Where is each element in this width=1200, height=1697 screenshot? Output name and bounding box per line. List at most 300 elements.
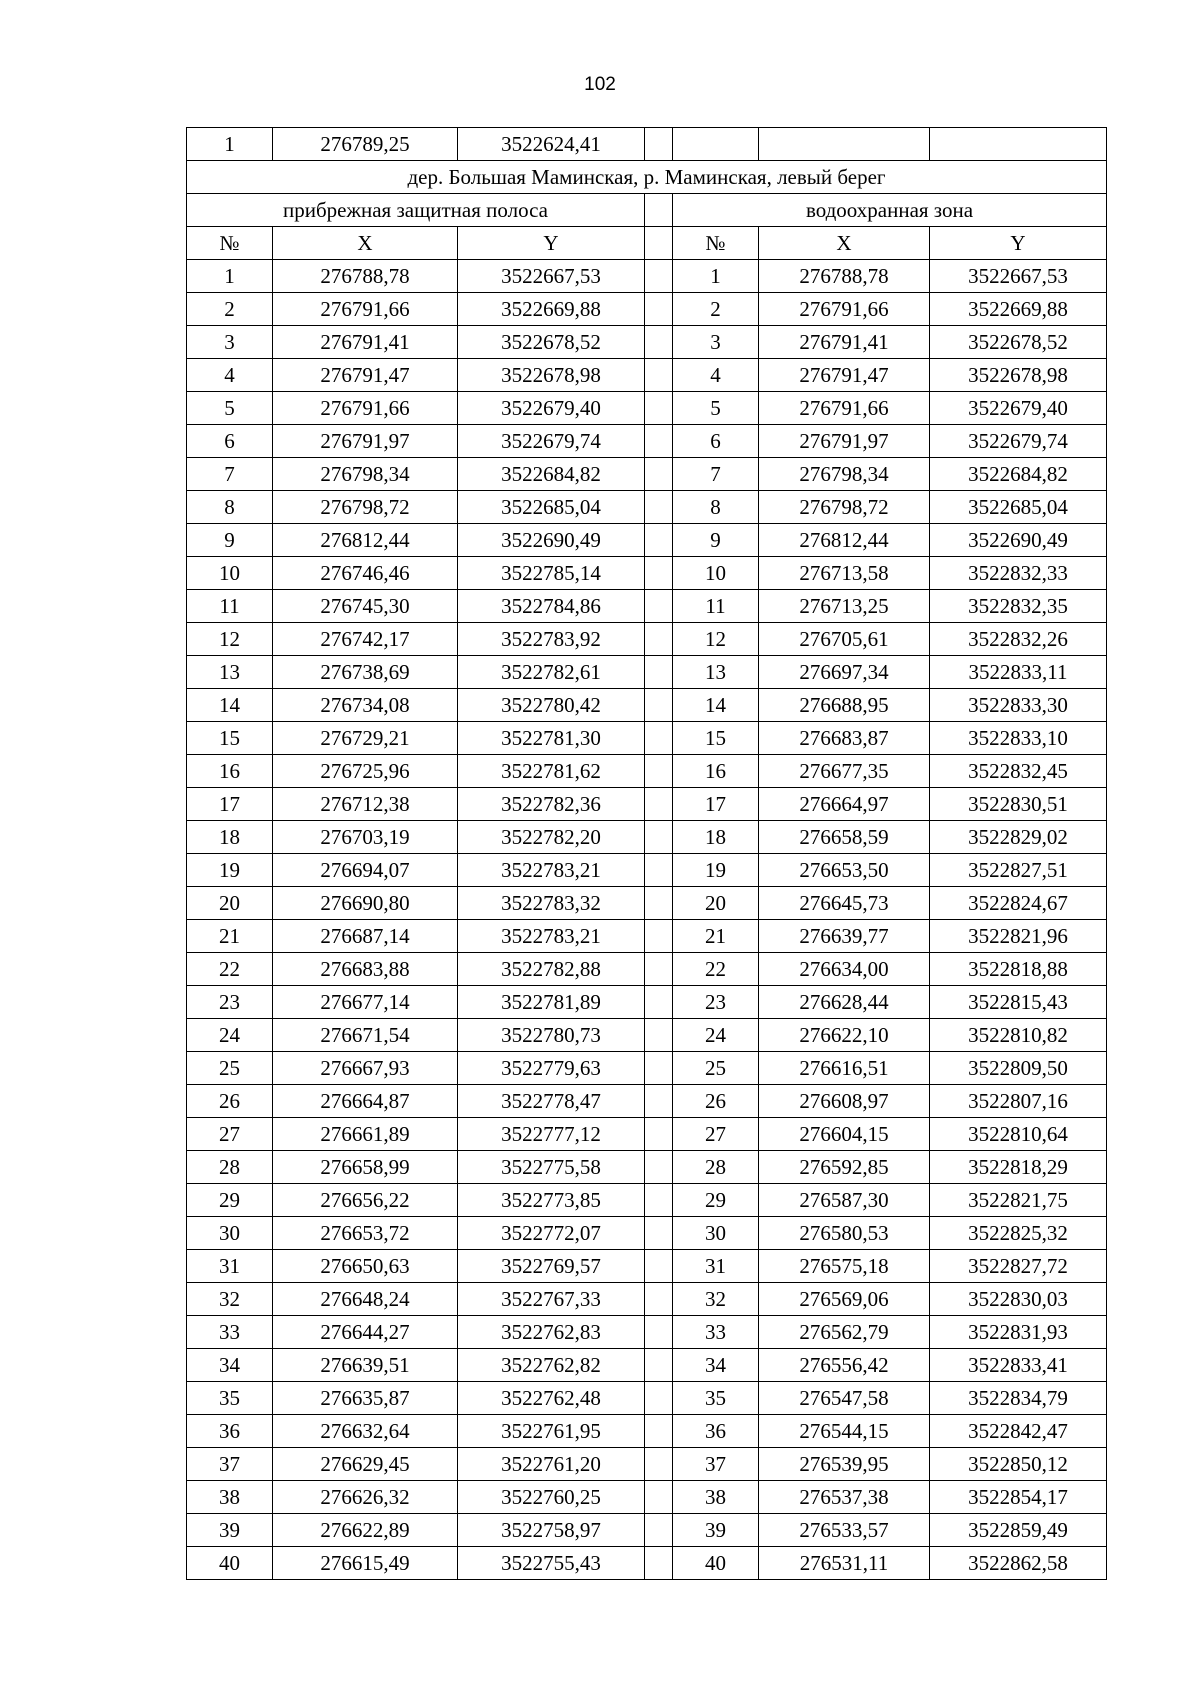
- header-row: [187, 227, 1107, 260]
- cell-y: 3522667,53: [458, 260, 645, 293]
- column-gap: [645, 590, 673, 623]
- column-gap: [645, 326, 673, 359]
- cell-number: 2: [673, 293, 759, 326]
- cell-x: 276713,58: [759, 557, 930, 590]
- cell-y: 3522762,82: [458, 1349, 645, 1382]
- cell-number: 24: [187, 1019, 273, 1052]
- table-row: [187, 359, 1107, 392]
- cell-number: 33: [673, 1316, 759, 1349]
- table-row: [187, 887, 1107, 920]
- cell-y: 3522832,45: [930, 755, 1107, 788]
- cell-y: 3522678,98: [458, 359, 645, 392]
- cell-y: 3522783,21: [458, 920, 645, 953]
- column-gap: [645, 623, 673, 656]
- cell-x: 276604,15: [759, 1118, 930, 1151]
- cell-y: 3522830,51: [930, 788, 1107, 821]
- cell-y: 3522769,57: [458, 1250, 645, 1283]
- column-gap: [645, 788, 673, 821]
- cell-x: 276791,66: [759, 392, 930, 425]
- cell-x: 276742,17: [273, 623, 458, 656]
- cell-x: 276644,27: [273, 1316, 458, 1349]
- table-row: [187, 953, 1107, 986]
- cell-number: 2: [187, 293, 273, 326]
- cell-number: 18: [187, 821, 273, 854]
- cell-x: 276539,95: [759, 1448, 930, 1481]
- right-group-title: водоохранная зона: [673, 194, 1107, 227]
- table-row: [187, 788, 1107, 821]
- cell-x: 276687,14: [273, 920, 458, 953]
- column-gap: [645, 524, 673, 557]
- cell-y: 3522833,10: [930, 722, 1107, 755]
- column-gap: [645, 854, 673, 887]
- cell-y: 3522783,32: [458, 887, 645, 920]
- cell-number: 1: [673, 260, 759, 293]
- cell-y: 3522761,20: [458, 1448, 645, 1481]
- table-row: [187, 1184, 1107, 1217]
- column-gap: [645, 260, 673, 293]
- column-gap: [645, 1349, 673, 1382]
- table-row: [187, 1514, 1107, 1547]
- cell-number: 16: [673, 755, 759, 788]
- cell-x: 276639,77: [759, 920, 930, 953]
- cell-x: 276608,97: [759, 1085, 930, 1118]
- cell-x: 276667,93: [273, 1052, 458, 1085]
- table-row: [187, 1448, 1107, 1481]
- column-gap: [645, 1118, 673, 1151]
- cell-x: 276537,38: [759, 1481, 930, 1514]
- cell-number: 32: [187, 1283, 273, 1316]
- cell-x: 276791,47: [273, 359, 458, 392]
- cell-number: 34: [187, 1349, 273, 1382]
- cell-x: 276788,78: [759, 260, 930, 293]
- cell-number: 34: [673, 1349, 759, 1382]
- cell-y: 3522779,63: [458, 1052, 645, 1085]
- column-gap: [645, 557, 673, 590]
- cell-x: 276664,97: [759, 788, 930, 821]
- cell-number: 12: [673, 623, 759, 656]
- cell-y: 3522669,88: [458, 293, 645, 326]
- cell-y: 3522783,92: [458, 623, 645, 656]
- cell-y: 3522782,88: [458, 953, 645, 986]
- cell-number: 37: [187, 1448, 273, 1481]
- cell-number: 7: [673, 458, 759, 491]
- cell-x: 276632,64: [273, 1415, 458, 1448]
- cell-number: 12: [187, 623, 273, 656]
- cell-number: 19: [673, 854, 759, 887]
- table-row: [187, 986, 1107, 1019]
- cell-number: 23: [673, 986, 759, 1019]
- cell-x: 276791,66: [273, 293, 458, 326]
- cell-x: 276629,45: [273, 1448, 458, 1481]
- cell-x: 276791,41: [273, 326, 458, 359]
- column-gap: [645, 1283, 673, 1316]
- cell-number: 39: [187, 1514, 273, 1547]
- cell-y: 3522830,03: [930, 1283, 1107, 1316]
- cell-x: 276661,89: [273, 1118, 458, 1151]
- cell-x: 276650,63: [273, 1250, 458, 1283]
- cell-y: 3522859,49: [930, 1514, 1107, 1547]
- table-row: [187, 491, 1107, 524]
- cell-y: 3522778,47: [458, 1085, 645, 1118]
- table-row: [187, 1547, 1107, 1580]
- column-gap: [645, 755, 673, 788]
- cell-number: 38: [673, 1481, 759, 1514]
- column-gap: [645, 293, 673, 326]
- cell-y: 3522833,41: [930, 1349, 1107, 1382]
- cell-x: 276622,10: [759, 1019, 930, 1052]
- cell-number: 31: [187, 1250, 273, 1283]
- cell-number: 8: [187, 491, 273, 524]
- cell-number: 30: [673, 1217, 759, 1250]
- cell-y: 3522842,47: [930, 1415, 1107, 1448]
- cell-y: 3522760,25: [458, 1481, 645, 1514]
- cell-y: 3522684,82: [458, 458, 645, 491]
- column-gap: [645, 458, 673, 491]
- cell-number: 28: [187, 1151, 273, 1184]
- header-number: №: [187, 227, 273, 260]
- cell-number: 19: [187, 854, 273, 887]
- cell-y: 3522815,43: [930, 986, 1107, 1019]
- cell-number: 1: [187, 260, 273, 293]
- table-row: [187, 1316, 1107, 1349]
- cell-y: 3522818,88: [930, 953, 1107, 986]
- cell-y: 3522781,62: [458, 755, 645, 788]
- table-row: [187, 1052, 1107, 1085]
- cell-number: 25: [673, 1052, 759, 1085]
- cell-number: 25: [187, 1052, 273, 1085]
- cell-number: 14: [673, 689, 759, 722]
- cell-x: 276533,57: [759, 1514, 930, 1547]
- cell-y: 3522829,02: [930, 821, 1107, 854]
- column-gap: [645, 1019, 673, 1052]
- column-gap: [645, 920, 673, 953]
- cell-number: 6: [187, 425, 273, 458]
- cell-number: 3: [187, 326, 273, 359]
- cell-number: 11: [187, 590, 273, 623]
- column-gap: [645, 953, 673, 986]
- cell-number: 27: [187, 1118, 273, 1151]
- cell-number: 4: [187, 359, 273, 392]
- cell-x: 276648,24: [273, 1283, 458, 1316]
- cell-y: 3522780,73: [458, 1019, 645, 1052]
- cell-x: 276705,61: [759, 623, 930, 656]
- cell-y: 3522755,43: [458, 1547, 645, 1580]
- cell-number: 4: [673, 359, 759, 392]
- cell-number: 38: [187, 1481, 273, 1514]
- cell-x: 276697,34: [759, 656, 930, 689]
- cell-number: [673, 128, 759, 161]
- column-gap: [645, 689, 673, 722]
- cell-y: 3522784,86: [458, 590, 645, 623]
- cell-number: 16: [187, 755, 273, 788]
- left-group-title: прибрежная защитная полоса: [187, 194, 645, 227]
- cell-y: 3522781,89: [458, 986, 645, 1019]
- cell-y: 3522679,74: [458, 425, 645, 458]
- cell-x: 276658,99: [273, 1151, 458, 1184]
- cell-y: 3522690,49: [930, 524, 1107, 557]
- cell-x: 276791,97: [759, 425, 930, 458]
- cell-x: 276664,87: [273, 1085, 458, 1118]
- cell-number: 5: [673, 392, 759, 425]
- cell-y: 3522669,88: [930, 293, 1107, 326]
- cell-number: 27: [673, 1118, 759, 1151]
- table-row: [187, 1349, 1107, 1382]
- cell-y: 3522690,49: [458, 524, 645, 557]
- cell-y: 3522679,40: [458, 392, 645, 425]
- cell-y: 3522810,64: [930, 1118, 1107, 1151]
- cell-x: 276656,22: [273, 1184, 458, 1217]
- cell-x: 276798,72: [759, 491, 930, 524]
- cell-number: 40: [673, 1547, 759, 1580]
- column-gap: [645, 1217, 673, 1250]
- column-gap: [645, 821, 673, 854]
- cell-x: 276713,25: [759, 590, 930, 623]
- cell-number: 21: [187, 920, 273, 953]
- header-y: Y: [930, 227, 1107, 260]
- cell-number: 36: [673, 1415, 759, 1448]
- cell-x: 276587,30: [759, 1184, 930, 1217]
- page-number: 102: [584, 74, 616, 95]
- cell-y: 3522685,04: [930, 491, 1107, 524]
- cell-x: 276639,51: [273, 1349, 458, 1382]
- table-row: [187, 458, 1107, 491]
- cell-number: 15: [673, 722, 759, 755]
- column-gap: [645, 656, 673, 689]
- cell-y: 3522825,32: [930, 1217, 1107, 1250]
- table-row: [187, 920, 1107, 953]
- cell-x: 276645,73: [759, 887, 930, 920]
- cell-x: 276746,46: [273, 557, 458, 590]
- cell-number: 24: [673, 1019, 759, 1052]
- cell-x: 276622,89: [273, 1514, 458, 1547]
- column-gap: [645, 227, 673, 260]
- cell-number: 1: [187, 128, 273, 161]
- cell-x: 276658,59: [759, 821, 930, 854]
- cell-x: 276683,87: [759, 722, 930, 755]
- header-y: Y: [458, 227, 645, 260]
- cell-y: 3522667,53: [930, 260, 1107, 293]
- column-gap: [645, 1382, 673, 1415]
- column-gap: [645, 1415, 673, 1448]
- table-row: [187, 557, 1107, 590]
- column-gap: [645, 1085, 673, 1118]
- table-row: [187, 1283, 1107, 1316]
- cell-number: 7: [187, 458, 273, 491]
- cell-number: 6: [673, 425, 759, 458]
- cell-x: 276580,53: [759, 1217, 930, 1250]
- table-row: [187, 722, 1107, 755]
- cell-y: 3522761,95: [458, 1415, 645, 1448]
- cell-x: 276592,85: [759, 1151, 930, 1184]
- header-x: X: [273, 227, 458, 260]
- cell-number: 39: [673, 1514, 759, 1547]
- cell-x: 276729,21: [273, 722, 458, 755]
- cell-y: 3522821,75: [930, 1184, 1107, 1217]
- cell-number: 35: [673, 1382, 759, 1415]
- table-row: [187, 1382, 1107, 1415]
- table-row: [187, 1250, 1107, 1283]
- cell-number: 17: [673, 788, 759, 821]
- cell-number: 13: [187, 656, 273, 689]
- cell-number: 23: [187, 986, 273, 1019]
- cell-number: 11: [673, 590, 759, 623]
- cell-y: 3522773,85: [458, 1184, 645, 1217]
- cell-number: 22: [187, 953, 273, 986]
- cell-number: 10: [673, 557, 759, 590]
- cell-y: 3522678,98: [930, 359, 1107, 392]
- cell-x: 276791,66: [273, 392, 458, 425]
- cell-x: [759, 128, 930, 161]
- group-title-row: [187, 194, 1107, 227]
- table-row: [187, 1085, 1107, 1118]
- cell-number: 3: [673, 326, 759, 359]
- cell-y: 3522781,30: [458, 722, 645, 755]
- column-gap: [645, 1151, 673, 1184]
- cell-x: 276694,07: [273, 854, 458, 887]
- cell-y: 3522782,20: [458, 821, 645, 854]
- cell-y: 3522782,36: [458, 788, 645, 821]
- cell-y: [930, 128, 1107, 161]
- cell-x: 276798,34: [759, 458, 930, 491]
- table-row: [187, 293, 1107, 326]
- cell-y: 3522777,12: [458, 1118, 645, 1151]
- cell-y: 3522827,51: [930, 854, 1107, 887]
- section-title: дер. Большая Маминская, р. Маминская, левый берег: [187, 161, 1107, 194]
- table-row: [187, 821, 1107, 854]
- cell-y: 3522809,50: [930, 1052, 1107, 1085]
- column-gap: [645, 1250, 673, 1283]
- cell-x: 276628,44: [759, 986, 930, 1019]
- column-gap: [645, 1448, 673, 1481]
- cell-x: 276677,14: [273, 986, 458, 1019]
- cell-y: 3522684,82: [930, 458, 1107, 491]
- cell-y: 3522832,26: [930, 623, 1107, 656]
- cell-x: 276547,58: [759, 1382, 930, 1415]
- cell-number: 35: [187, 1382, 273, 1415]
- cell-number: 29: [187, 1184, 273, 1217]
- cell-y: 3522785,14: [458, 557, 645, 590]
- cell-x: 276562,79: [759, 1316, 930, 1349]
- cell-number: 20: [673, 887, 759, 920]
- cell-y: 3522772,07: [458, 1217, 645, 1250]
- cell-y: 3522762,48: [458, 1382, 645, 1415]
- table-row: [187, 524, 1107, 557]
- cell-number: 37: [673, 1448, 759, 1481]
- section-title-row: [187, 161, 1107, 194]
- column-gap: [645, 425, 673, 458]
- coordinates-table: [186, 127, 1107, 1580]
- cell-x: 276738,69: [273, 656, 458, 689]
- cell-x: 276734,08: [273, 689, 458, 722]
- cell-y: 3522862,58: [930, 1547, 1107, 1580]
- cell-y: 3522775,58: [458, 1151, 645, 1184]
- cell-number: 17: [187, 788, 273, 821]
- cell-y: 3522850,12: [930, 1448, 1107, 1481]
- cell-x: 276798,72: [273, 491, 458, 524]
- table-row: [187, 1217, 1107, 1250]
- cell-x: 276791,41: [759, 326, 930, 359]
- column-gap: [645, 491, 673, 524]
- cell-number: 22: [673, 953, 759, 986]
- cell-x: 276798,34: [273, 458, 458, 491]
- cell-x: 276725,96: [273, 755, 458, 788]
- cell-y: 3522782,61: [458, 656, 645, 689]
- cell-x: 276791,97: [273, 425, 458, 458]
- column-gap: [645, 1481, 673, 1514]
- cell-number: 15: [187, 722, 273, 755]
- table-row: [187, 1118, 1107, 1151]
- column-gap: [645, 722, 673, 755]
- cell-y: 3522831,93: [930, 1316, 1107, 1349]
- cell-number: 21: [673, 920, 759, 953]
- table-row: [187, 1019, 1107, 1052]
- cell-number: 26: [673, 1085, 759, 1118]
- cell-x: 276556,42: [759, 1349, 930, 1382]
- cell-number: 18: [673, 821, 759, 854]
- cell-y: 3522678,52: [458, 326, 645, 359]
- cell-x: 276615,49: [273, 1547, 458, 1580]
- cell-y: 3522678,52: [930, 326, 1107, 359]
- cell-number: 5: [187, 392, 273, 425]
- cell-x: 276703,19: [273, 821, 458, 854]
- cell-x: 276791,66: [759, 293, 930, 326]
- cell-number: 28: [673, 1151, 759, 1184]
- column-gap: [645, 986, 673, 1019]
- cell-y: 3522807,16: [930, 1085, 1107, 1118]
- table-row: [187, 1481, 1107, 1514]
- column-gap: [645, 1547, 673, 1580]
- cell-y: 3522679,74: [930, 425, 1107, 458]
- cell-number: 20: [187, 887, 273, 920]
- cell-x: 276616,51: [759, 1052, 930, 1085]
- cell-x: 276634,00: [759, 953, 930, 986]
- table-row: [187, 1415, 1107, 1448]
- cell-number: 14: [187, 689, 273, 722]
- cell-x: 276789,25: [273, 128, 458, 161]
- cell-y: 3522783,21: [458, 854, 645, 887]
- cell-number: 31: [673, 1250, 759, 1283]
- cell-number: 36: [187, 1415, 273, 1448]
- table-row: [187, 392, 1107, 425]
- cell-x: 276653,72: [273, 1217, 458, 1250]
- cell-y: 3522854,17: [930, 1481, 1107, 1514]
- cell-x: 276788,78: [273, 260, 458, 293]
- table-row: [187, 689, 1107, 722]
- cell-number: 10: [187, 557, 273, 590]
- cell-y: 3522827,72: [930, 1250, 1107, 1283]
- table-row: [187, 656, 1107, 689]
- column-gap: [645, 1514, 673, 1547]
- cell-y: 3522833,30: [930, 689, 1107, 722]
- cell-x: 276745,30: [273, 590, 458, 623]
- cell-y: 3522679,40: [930, 392, 1107, 425]
- cell-y: 3522833,11: [930, 656, 1107, 689]
- cell-number: 9: [187, 524, 273, 557]
- cell-number: 40: [187, 1547, 273, 1580]
- cell-x: 276812,44: [273, 524, 458, 557]
- cell-x: 276812,44: [759, 524, 930, 557]
- first-row: [187, 128, 1107, 161]
- cell-x: 276791,47: [759, 359, 930, 392]
- cell-y: 3522758,97: [458, 1514, 645, 1547]
- cell-number: 32: [673, 1283, 759, 1316]
- table-row: [187, 425, 1107, 458]
- table-row: [187, 260, 1107, 293]
- cell-y: 3522832,33: [930, 557, 1107, 590]
- column-gap: [645, 128, 673, 161]
- cell-x: 276635,87: [273, 1382, 458, 1415]
- cell-x: 276653,50: [759, 854, 930, 887]
